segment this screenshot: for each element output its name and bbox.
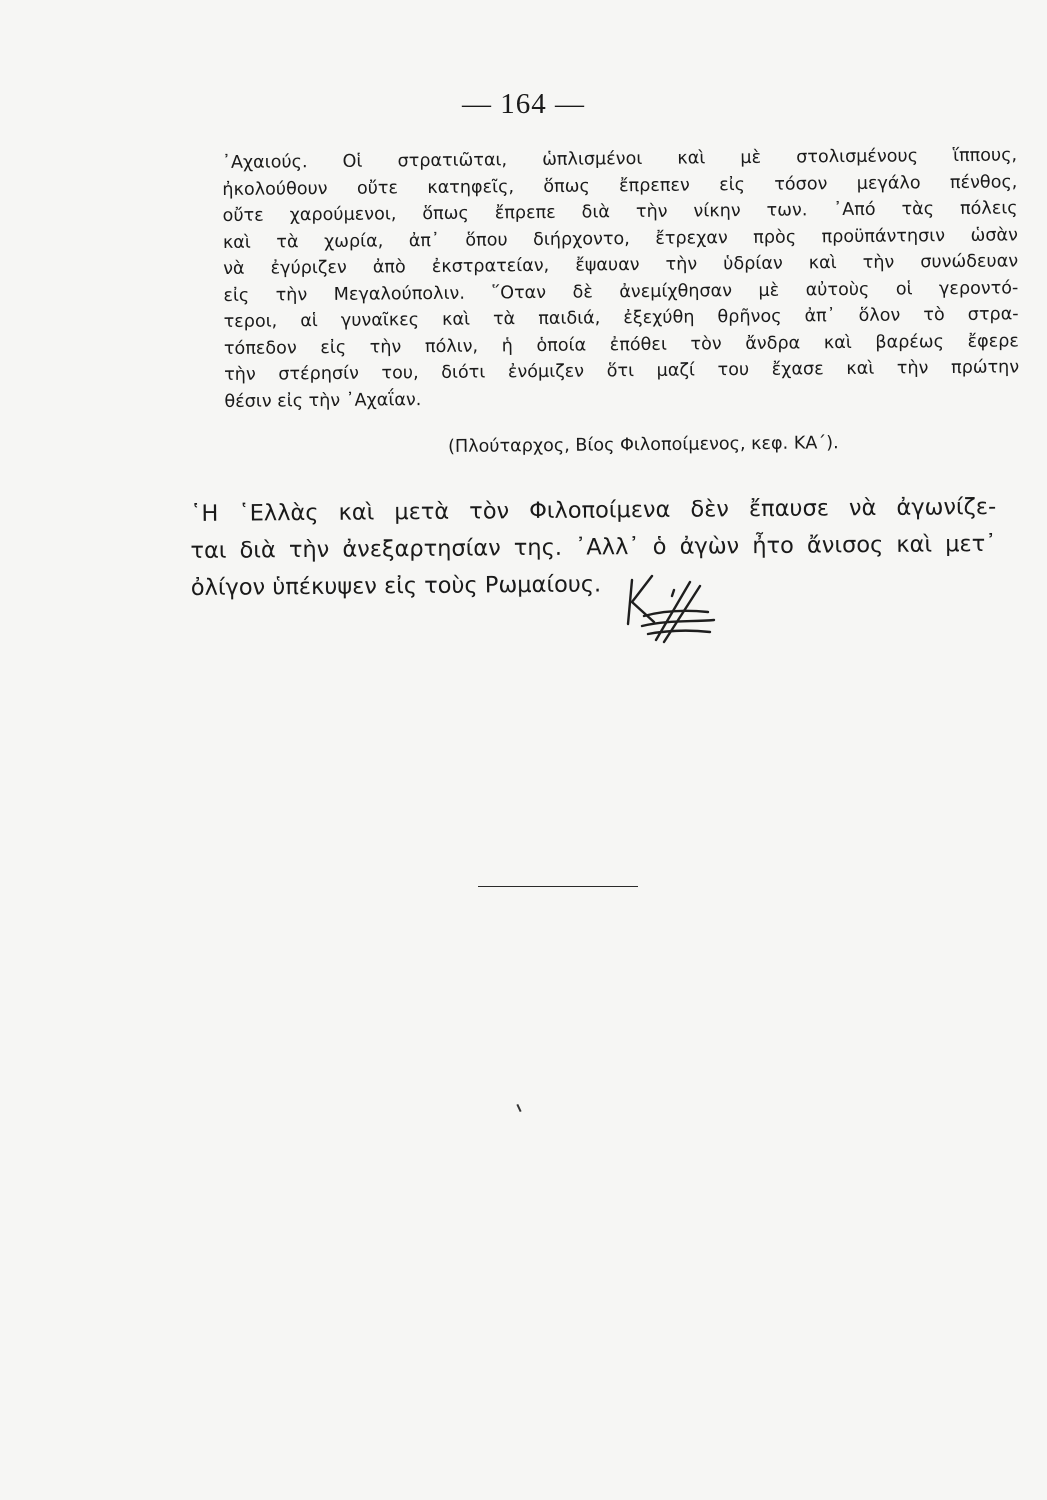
quote-line: οὔτε χαρούμενοι, ὅπως ἔπρεπε διὰ τὴν νίκην των. ᾿Από τὰς πόλεις xyxy=(222,198,1018,226)
paragraph-line: ῾Η ῾Ελλὰς καὶ μετὰ τὸν Φιλοποίμενα δὲν ἔπαυσε νὰ ἀγωνίζε- xyxy=(190,493,997,527)
quote-line: εἰς τὴν Μεγαλούπολιν. ῞Οταν δὲ ἀνεμίχθησαν μὲ αὐτοὺς οἱ γεροντό- xyxy=(223,277,1019,306)
paragraph-line: ὀλίγον ὑπέκυψεν εἰς τοὺς Ρωμαίους. xyxy=(190,571,602,601)
quote-line: νὰ ἐγύριζεν ἀπὸ ἐκστρατείαν, ἔψαυαν τὴν ὑδρίαν καὶ τὴν συνώδευαν xyxy=(223,251,1019,279)
quote-line: ᾿Αχαιούς. Οἱ στρατιῶται, ὡπλισμένοι καὶ μὲ στολισμένους ἵππους, xyxy=(222,145,1018,173)
main-paragraph xyxy=(190,489,997,607)
page-number: — 164 — xyxy=(462,88,585,120)
handwritten-signature xyxy=(618,566,728,648)
paragraph-line: ται διὰ τὴν ἀνεξαρτησίαν της. ᾿Αλλ᾿ ὁ ἀγὼν ἦτο ἄνισος καὶ μετ᾿ xyxy=(190,530,997,564)
quoted-passage xyxy=(222,142,1020,415)
quote-line: τόπεδον εἰς τὴν πόλιν, ἡ ὁποία ἐπόθει τὸν ἄνδρα καὶ βαρέως ἔφερε xyxy=(223,330,1019,359)
ink-speck xyxy=(516,1104,521,1112)
quote-citation: (Πλούταρχος, Βίος Φιλοποίμενος, κεφ. ΚΑ΄). xyxy=(448,433,839,457)
quote-line: τεροι, αἱ γυναῖκες καὶ τὰ παιδιά, ἐξεχύθη θρῆνος ἀπ᾿ ὅλον τὸ στρα- xyxy=(223,304,1019,332)
quote-line: θέσιν εἰς τὴν ᾿Αχαΐαν. xyxy=(224,389,422,412)
quote-line: ἠκολούθουν οὔτε κατηφεῖς, ὅπως ἔπρεπεν εἰς τόσον μεγάλο πένθος, xyxy=(222,171,1018,200)
section-separator xyxy=(478,886,638,887)
quote-line: τὴν στέρησίν του, διότι ἐνόμιζεν ὅτι μαζί του ἔχασε καὶ τὴν πρώτην xyxy=(224,357,1020,385)
quote-line: καὶ τὰ χωρία, ἀπ᾿ ὅπου διήρχοντο, ἔτρεχαν πρὸς προϋπάντησιν ὡσὰν xyxy=(222,224,1018,253)
